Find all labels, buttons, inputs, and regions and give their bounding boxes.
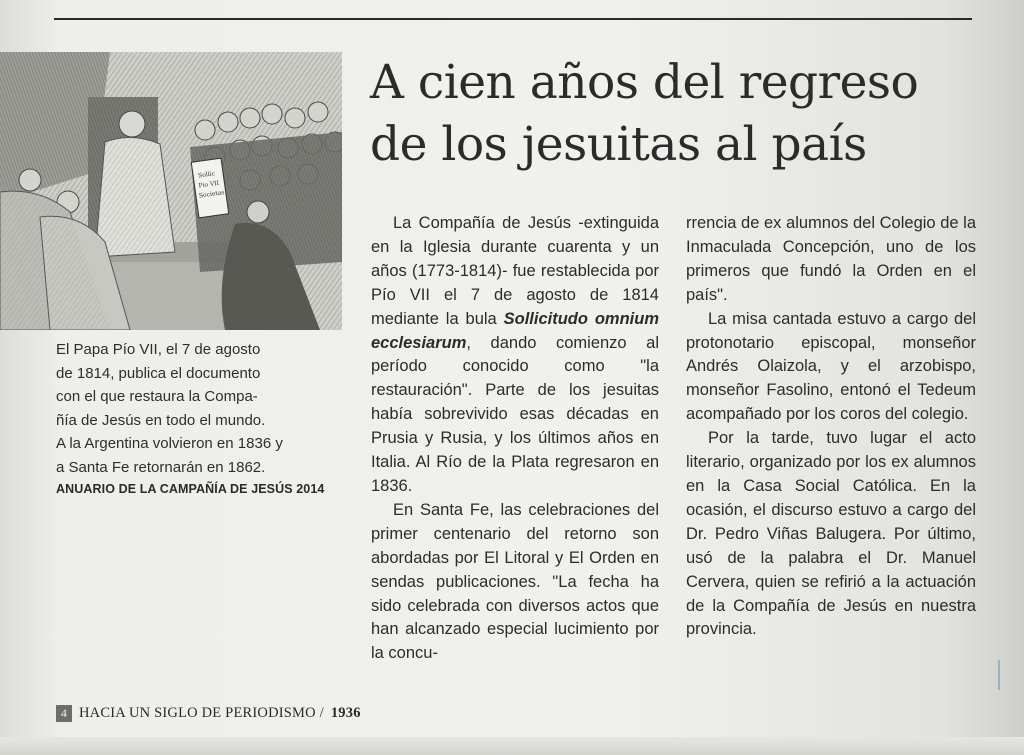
paragraph-intro: [371, 212, 659, 499]
edge-mark: [998, 660, 1000, 690]
caption-line: ñía de Jesús en todo el mundo.: [56, 411, 266, 429]
paragraph-intro-text-b: , dando comienzo al período conocido como "la restauración". Parte de los jesuitas había sobrevivido esas décadas en Prusia y Rusia, y los últimos años en Italia. Al Río de la Plata regresaron en 1836.: [371, 333, 659, 495]
paragraph-afternoon: Por la tarde, tuvo lugar el acto literario, organizado por los ex alumnos en la Casa Social Católica. En la ocasión, el discurso estuvo a cargo del Dr. Pedro Viñas Balugera. Por último, usó de la palabra el Dr. Manuel Cervera, quien se refirió a la actuación de la Compañía de Jesús en nuestra provincia.: [686, 429, 976, 639]
article-column-1: [371, 212, 659, 666]
paragraph-intro-text-a: La Compañía de Jesús -extinguida en la Iglesia durante cuarenta y un años (1773-1814)- fue restablecida por Pío VII el 7 de agosto de 1814 mediante la bula: [371, 214, 659, 328]
paragraph-mass: La misa cantada estuvo a cargo del protonotario episcopal, monseñor Andrés Olaizola, y el arzobispo, monseñor Fasolino, entonó el Tedeum acompañado por los coros del colegio.: [686, 309, 976, 424]
page-footer: [56, 705, 361, 722]
image-caption: [56, 338, 346, 479]
scroll-text-2: Pio VII: [198, 179, 220, 190]
scroll-text-3: Societas: [198, 189, 225, 200]
caption-line: con el que restaura la Compa-: [56, 388, 258, 405]
publication-title: HACIA UN SIGLO DE PERIODISMO /: [79, 705, 324, 721]
caption-line: a Santa Fe retornarán en 1862.: [56, 458, 266, 476]
paragraph-santa-fe: En Santa Fe, las celebraciones del primer centenario del retorno son abordadas por El Litoral y El Orden en sendas publicaciones. "La fecha ha sido celebrada con diversos actos que han alcanzado especial lucimiento por la concu-: [371, 500, 659, 663]
article-column-2: [686, 212, 976, 642]
publication-year: 1936: [330, 705, 361, 721]
bleed-through-text: [440, 0, 458, 31]
scroll-text-1: Sollic: [197, 170, 216, 180]
caption-line: de 1814, publica el documento: [56, 364, 261, 382]
article-headline: [370, 52, 970, 176]
bull-title: Sollicitudo omnium ecclesiarum: [371, 309, 659, 352]
caption-line: A la Argentina volvieron en 1836 y: [56, 435, 283, 452]
caption-line: El Papa Pío VII, el 7 de agosto: [56, 341, 261, 358]
engraving-illustration: [0, 52, 342, 330]
headline-line-1: A cien años del regreso: [370, 55, 919, 110]
caption-credit: ANUARIO DE LA CAMPAÑÍA DE JESÚS 2014: [56, 482, 325, 496]
page-bottom-edge: [0, 737, 1024, 755]
headline-line-2: de los jesuitas al país: [370, 117, 867, 172]
top-rule: [54, 18, 972, 20]
paragraph-continuation: rrencia de ex alumnos del Colegio de la Inmaculada Concepción, uno de los primeros que fundó la Orden en el país".: [686, 214, 976, 304]
page-number-badge: 4: [56, 705, 72, 722]
